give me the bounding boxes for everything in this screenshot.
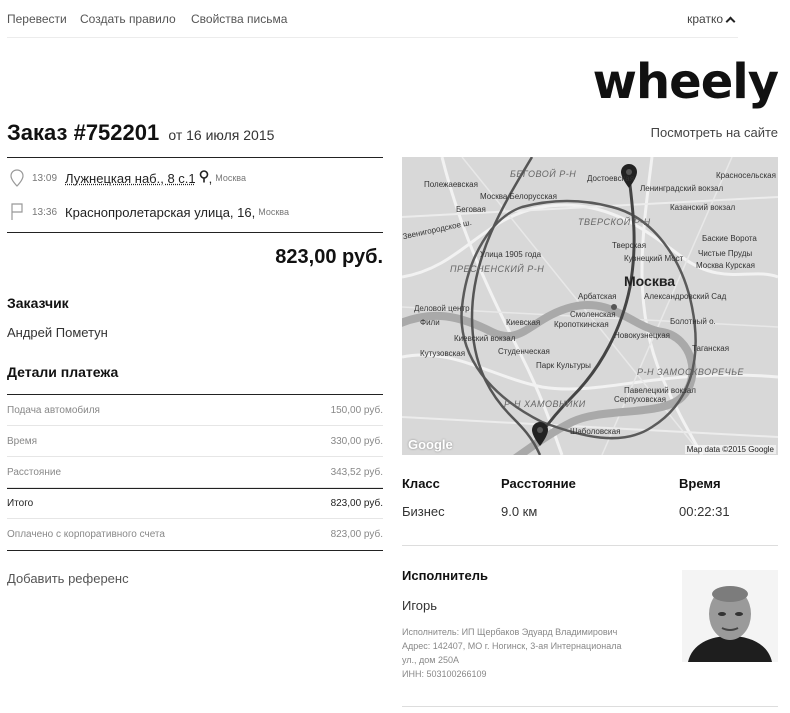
- dropoff-time: 13:36: [32, 206, 58, 218]
- ride-time: [679, 476, 730, 519]
- map-place-label: Киевская: [506, 318, 541, 327]
- pickup-time: 13:09: [32, 172, 58, 184]
- payment-value: 150,00 руб.: [330, 404, 383, 416]
- ride-distance-value: 9.0 км: [501, 504, 538, 519]
- payment-value: 823,00 руб.: [330, 529, 383, 540]
- map-place-label: Улица 1905 года: [480, 250, 542, 259]
- map-place-label: Деловой центр: [414, 304, 470, 313]
- driver-heading: Исполнитель: [402, 568, 488, 583]
- route-stop-to: [7, 195, 289, 229]
- driver-photo: [682, 570, 778, 662]
- map-city-label: Москва: [624, 273, 676, 289]
- map-place-label: Москва Курская: [696, 261, 756, 270]
- view-on-site-link[interactable]: Посмотреть на сайте: [650, 125, 778, 140]
- map-place-label: Кропоткинская: [554, 320, 609, 329]
- payment-value: 823,00 руб.: [330, 498, 383, 509]
- wheely-logo: wheely: [592, 54, 778, 110]
- divider: [402, 706, 778, 707]
- dropoff-address: Краснопролетарская улица, 16,: [65, 204, 256, 220]
- route-stop-from: 13:09 Лужнецкая наб., 8 с.1 , Москва: [7, 161, 246, 195]
- map-district-label: БЕГОВОЙ Р-Н: [510, 169, 577, 179]
- map-place-label: Звенигородское ш.: [402, 217, 473, 242]
- payment-row: [7, 426, 383, 457]
- map-place-label: Новокузнецкая: [614, 331, 670, 340]
- payment-label: Время: [7, 435, 38, 447]
- map-place-label: Кутузовская: [420, 349, 466, 358]
- pickup-address[interactable]: Лужнецкая наб., 8 с.1: [65, 170, 196, 186]
- driver-detail-line: Адрес: 142407, МО г. Ногинск, 3-ая Интернационала: [402, 641, 622, 651]
- route-block: [7, 157, 383, 233]
- map-place-label: Шаболовская: [570, 427, 621, 436]
- dropoff-city: Москва: [258, 207, 289, 217]
- map-place-label: Достоевская: [587, 174, 635, 183]
- driver-detail-line: ИНН: 503100266109: [402, 669, 487, 679]
- ride-class: [402, 476, 445, 519]
- map-place-label: Москва Белорусская: [480, 192, 557, 201]
- map-place-label: Фили: [420, 318, 440, 327]
- customer-heading: Заказчик: [7, 295, 69, 311]
- map-attribution: Map data ©2015 Google: [686, 445, 774, 454]
- map-place-label: Беговая: [456, 205, 486, 214]
- order-total-price: 823,00 руб.: [275, 246, 383, 268]
- map-district-label: ТВЕРСКОЙ Р-Н: [578, 217, 651, 227]
- location-pin-icon: [7, 169, 27, 187]
- translate-link[interactable]: Перевести: [7, 12, 67, 26]
- ride-distance-label: Расстояние: [501, 476, 576, 491]
- map-place-label: Тверская: [612, 241, 647, 250]
- map-place-label: Таганская: [692, 344, 730, 353]
- payment-row: [7, 519, 383, 550]
- map-place-label: Александровский Сад: [644, 292, 727, 301]
- map-pin-icon: [199, 170, 209, 186]
- ride-distance: [501, 476, 576, 519]
- map-place-label: Студенческая: [498, 347, 550, 356]
- payment-row: [7, 395, 383, 426]
- order-date: от 16 июля 2015: [168, 127, 275, 143]
- driver-portrait-icon: [682, 570, 778, 662]
- add-reference-link[interactable]: Добавить референс: [7, 571, 129, 586]
- map-place-label: Кузнецкий Мост: [624, 254, 684, 263]
- payment-value: 343,52 руб.: [330, 466, 383, 478]
- map-place-label: Парк Культуры: [536, 361, 591, 370]
- map-place-label: Ленинградский вокзал: [640, 184, 724, 193]
- map-place-label: Болотный о.: [670, 317, 716, 326]
- payment-value: 330,00 руб.: [330, 435, 383, 447]
- payment-label: Подача автомобиля: [7, 404, 100, 416]
- driver-details: [402, 625, 672, 681]
- ride-info: [402, 476, 778, 546]
- map-place-label: Серпуховская: [614, 395, 666, 404]
- driver-detail-line: ул., дом 250А: [402, 655, 460, 665]
- driver-name: Игорь: [402, 598, 438, 613]
- payment-label: Расстояние: [7, 466, 62, 478]
- map-place-label: Киевский вокзал: [454, 334, 516, 343]
- pickup-city: Москва: [215, 173, 246, 183]
- payment-label: Оплачено с корпоративного счета: [7, 529, 165, 540]
- collapse-toggle[interactable]: [687, 12, 734, 26]
- ride-time-label: Время: [679, 476, 721, 491]
- chevron-up-icon: [726, 16, 736, 26]
- payment-row-total: [7, 488, 383, 519]
- map-place-label: Баские Ворота: [702, 234, 757, 243]
- order-number: Заказ #752201: [7, 120, 160, 145]
- collapse-label: кратко: [687, 12, 723, 26]
- map-district-label: ПРЕСНЕНСКИЙ Р-Н: [450, 264, 545, 274]
- map-district-label: Р-Н ХАМОВНИКИ: [504, 399, 586, 409]
- payment-heading: Детали платежа: [7, 364, 119, 380]
- payment-label: Итого: [7, 498, 34, 509]
- mail-toolbar: [7, 10, 738, 38]
- map-place-label: Чистые Пруды: [698, 249, 753, 258]
- map-place-label: Смоленская: [570, 310, 616, 319]
- map-district-label: Р-Н ЗАМОСКВОРЕЧЬЕ: [637, 367, 745, 377]
- message-properties-link[interactable]: Свойства письма: [191, 12, 288, 26]
- ride-class-value: Бизнес: [402, 504, 445, 519]
- map-place-label: Павелецкий вокзал: [624, 386, 696, 395]
- order-title: [7, 120, 274, 146]
- map-place-label: Красносельская: [716, 171, 776, 180]
- payment-table: [7, 394, 383, 551]
- customer-name: Андрей Пометун: [7, 325, 108, 340]
- map-place-label: Арбатская: [578, 292, 617, 301]
- route-map[interactable]: [402, 157, 778, 455]
- map-place-label: Полежаевская: [424, 180, 478, 189]
- flag-icon: [7, 203, 27, 221]
- driver-detail-line: Исполнитель: ИП Щербаков Эдуард Владимирович: [402, 627, 618, 637]
- create-rule-link[interactable]: Создать правило: [80, 12, 176, 26]
- ride-time-value: 00:22:31: [679, 504, 730, 519]
- map-place-label: Казанский вокзал: [670, 203, 736, 212]
- ride-class-label: Класс: [402, 476, 440, 491]
- google-logo: Google: [408, 437, 453, 452]
- payment-row: [7, 457, 383, 488]
- map-marker-icon: [532, 422, 548, 446]
